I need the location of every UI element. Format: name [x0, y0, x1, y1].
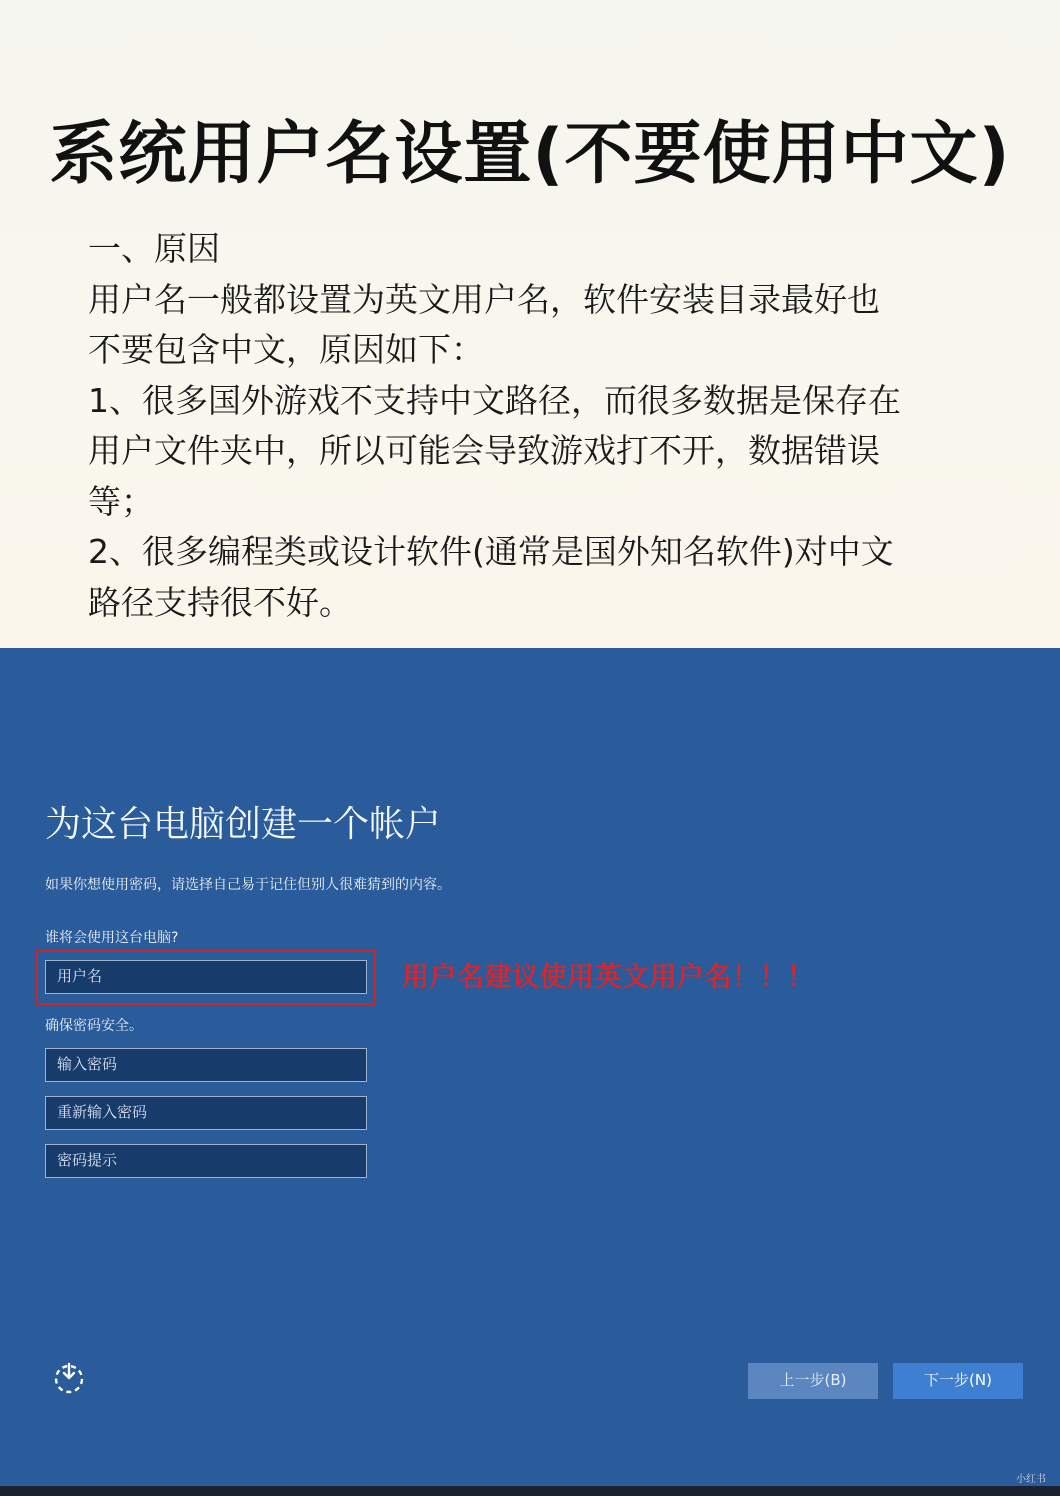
reason-line: 用户文件夹中，所以可能会导致游戏打不开，数据错误	[88, 431, 880, 470]
back-button[interactable]: 上一步(B)	[748, 1363, 878, 1399]
info-panel	[0, 0, 1060, 648]
reason-line: 不要包含中文，原因如下：	[88, 330, 484, 369]
reason-line: 等；	[88, 481, 154, 521]
account-setup-screen	[0, 648, 1060, 1486]
setup-title: 为这台电脑创建一个帐户	[45, 804, 442, 845]
password-input[interactable]: 输入密码	[45, 1048, 367, 1082]
next-button[interactable]: 下一步(N)	[893, 1363, 1023, 1399]
reason-line: 2、很多编程类或设计软件(通常是国外知名软件)对中文	[88, 532, 894, 571]
page-title: 系统用户名设置(不要使用中文)	[49, 115, 1011, 194]
username-annotation: 用户名建议使用英文用户名！！！	[402, 962, 815, 993]
reason-line: 路径支持很不好。	[88, 582, 352, 622]
password-section-label: 确保密码安全。	[45, 1018, 143, 1034]
reason-section	[88, 224, 988, 628]
who-label: 谁将会使用这台电脑?	[45, 930, 179, 946]
reason-line: 1、很多国外游戏不支持中文路径，而很多数据是保存在	[88, 380, 901, 420]
bottom-edge	[0, 1486, 1060, 1496]
watermark: 小红书	[1016, 1474, 1046, 1485]
reason-line: 用户名一般都设置为英文用户名，软件安装目录最好也	[88, 279, 880, 319]
password-hint-input[interactable]: 密码提示	[45, 1144, 367, 1178]
ease-of-access-icon[interactable]	[52, 1360, 88, 1396]
setup-subtitle: 如果你想使用密码，请选择自己易于记住但别人很难猜到的内容。	[45, 877, 451, 893]
password-reenter-input[interactable]: 重新输入密码	[45, 1096, 367, 1130]
reason-heading: 一、原因	[88, 229, 220, 268]
username-input[interactable]: 用户名	[45, 960, 367, 994]
